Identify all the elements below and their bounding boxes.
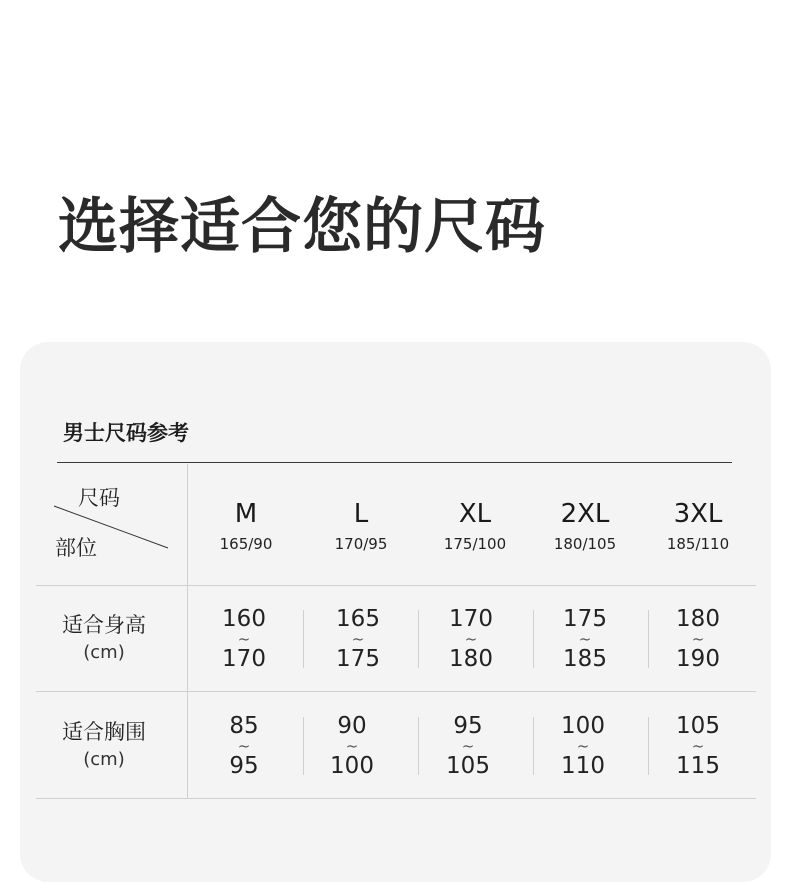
row-divider-height (36, 691, 756, 692)
size-column-2xl (527, 498, 643, 554)
range-separator: ~ (691, 630, 705, 648)
row-header-label: 适合身高 (62, 613, 146, 637)
range-high: 110 (561, 753, 605, 779)
size-column-l (303, 498, 419, 554)
range-separator: ~ (351, 630, 365, 648)
row-header-label: 适合胸围 (62, 720, 146, 744)
range-separator: ~ (237, 737, 251, 755)
size-table-title: 男士尺码参考 (63, 421, 189, 445)
range-high: 190 (676, 646, 720, 672)
size-label: XL (458, 499, 492, 529)
range-high: 95 (229, 753, 259, 779)
range-high: 175 (336, 646, 380, 672)
size-label: M (234, 499, 258, 529)
size-label: 3XL (673, 499, 723, 529)
range-low: 180 (676, 606, 720, 632)
range-low: 95 (453, 713, 483, 739)
row-divider-chest (36, 798, 756, 799)
size-column-m (188, 498, 304, 554)
height-range-3xl (640, 606, 756, 672)
size-label: 2XL (560, 499, 610, 529)
range-separator: ~ (461, 737, 475, 755)
range-separator: ~ (691, 737, 705, 755)
range-separator: ~ (576, 737, 590, 755)
range-high: 185 (563, 646, 607, 672)
size-chart-card (20, 342, 771, 882)
size-column-xl (417, 498, 533, 554)
row-header-height (54, 611, 154, 665)
chest-range-xl (410, 713, 526, 779)
size-spec: 170/95 (334, 535, 388, 553)
size-column-3xl (640, 498, 756, 554)
chest-range-2xl (525, 713, 641, 779)
range-low: 100 (561, 713, 605, 739)
range-high: 115 (676, 753, 720, 779)
range-separator: ~ (345, 737, 359, 755)
size-label: L (353, 499, 369, 529)
chest-range-m (186, 713, 302, 779)
corner-header-size: 尺码 (78, 486, 120, 510)
size-spec: 165/90 (219, 535, 273, 553)
height-range-xl (413, 606, 529, 672)
range-separator: ~ (578, 630, 592, 648)
range-separator: ~ (237, 630, 251, 648)
range-low: 85 (229, 713, 259, 739)
range-high: 100 (330, 753, 374, 779)
height-range-m (186, 606, 302, 672)
range-low: 105 (676, 713, 720, 739)
title-divider (57, 462, 732, 463)
height-range-2xl (527, 606, 643, 672)
row-header-unit: (cm) (83, 642, 125, 663)
row-header-chest (54, 718, 154, 772)
range-low: 170 (449, 606, 493, 632)
range-low: 175 (563, 606, 607, 632)
size-spec: 180/105 (553, 535, 617, 553)
page-title: 选择适合您的尺码 (58, 192, 546, 262)
range-low: 160 (222, 606, 266, 632)
corner-header-part: 部位 (55, 536, 97, 560)
chest-range-3xl (640, 713, 756, 779)
range-high: 170 (222, 646, 266, 672)
range-low: 165 (336, 606, 380, 632)
size-spec: 175/100 (443, 535, 507, 553)
row-header-unit: (cm) (83, 749, 125, 770)
size-spec: 185/110 (666, 535, 730, 553)
range-low: 90 (337, 713, 367, 739)
range-high: 105 (446, 753, 490, 779)
row-divider-header (36, 585, 756, 586)
height-range-l (300, 606, 416, 672)
range-separator: ~ (464, 630, 478, 648)
chest-range-l (294, 713, 410, 779)
range-high: 180 (449, 646, 493, 672)
